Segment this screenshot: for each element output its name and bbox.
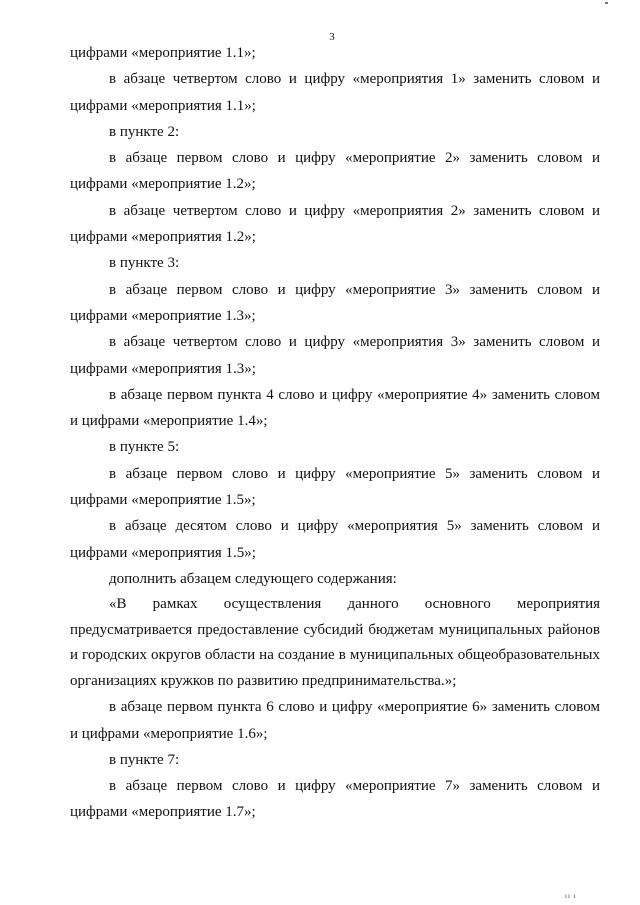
paragraph-8: в абзаце четвертом слово и цифру «мероприятия 3» заменить словом и цифрами «мероприятия 1.3»; [70, 334, 600, 377]
paragraph-2: в абзаце четвертом слово и цифру «мероприятия 1» заменить словом и цифрами «мероприятия 1.1»; [70, 71, 600, 114]
bottom-scan-mark: ıı ı [565, 892, 577, 900]
scan-mark [605, 2, 608, 4]
paragraph-6: в пункте 3: [109, 255, 180, 272]
paragraph-1: цифрами «мероприятие 1.1»; [70, 45, 256, 61]
document-body [70, 40, 600, 826]
paragraph-16: в пункте 7: [109, 751, 180, 768]
paragraph-13: дополнить абзацем следующего содержания: [109, 570, 397, 587]
paragraph-4: в абзаце первом слово и цифру «мероприятие 2» заменить словом и цифрами «мероприятие 1.2»; [70, 150, 600, 193]
paragraph-9: в абзаце первом пункта 4 слово и цифру «мероприятие 4» заменить словом и цифрами «мероприятие 1.4»; [70, 386, 600, 430]
paragraph-3: в пункте 2: [109, 123, 180, 140]
paragraph-11: в абзаце первом слово и цифру «мероприятие 5» заменить словом и цифрами «мероприятие 1.5»; [70, 465, 600, 509]
paragraph-17: в абзаце первом слово и цифру «мероприятие 7» заменить словом и цифрами «мероприятие 1.7»; [70, 778, 600, 821]
paragraph-15: в абзаце первом пункта 6 слово и цифру «мероприятие 6» заменить словом и цифрами «мероприятие 1.6»; [70, 699, 600, 742]
page-number: 3 [329, 31, 335, 43]
paragraph-12: в абзаце десятом слово и цифру «мероприятия 5» заменить словом и цифрами «мероприятия 1.5»; [70, 518, 600, 561]
paragraph-5: в абзаце четвертом слово и цифру «мероприятия 2» заменить словом и цифрами «мероприятия 1.2»; [70, 202, 600, 246]
paragraph-7: в абзаце первом слово и цифру «мероприятие 3» заменить словом и цифрами «мероприятие 1.3»; [70, 281, 600, 324]
paragraph-14-quote: «В рамках осуществления данного основного мероприятия предусматривается предоставление субсидий бюджетам муниципальных районов и городских округов области на создание в муниципальных общеобразовательных организациях кружков по развитию предпринимательства.»; [70, 596, 600, 689]
paragraph-10: в пункте 5: [109, 439, 180, 456]
